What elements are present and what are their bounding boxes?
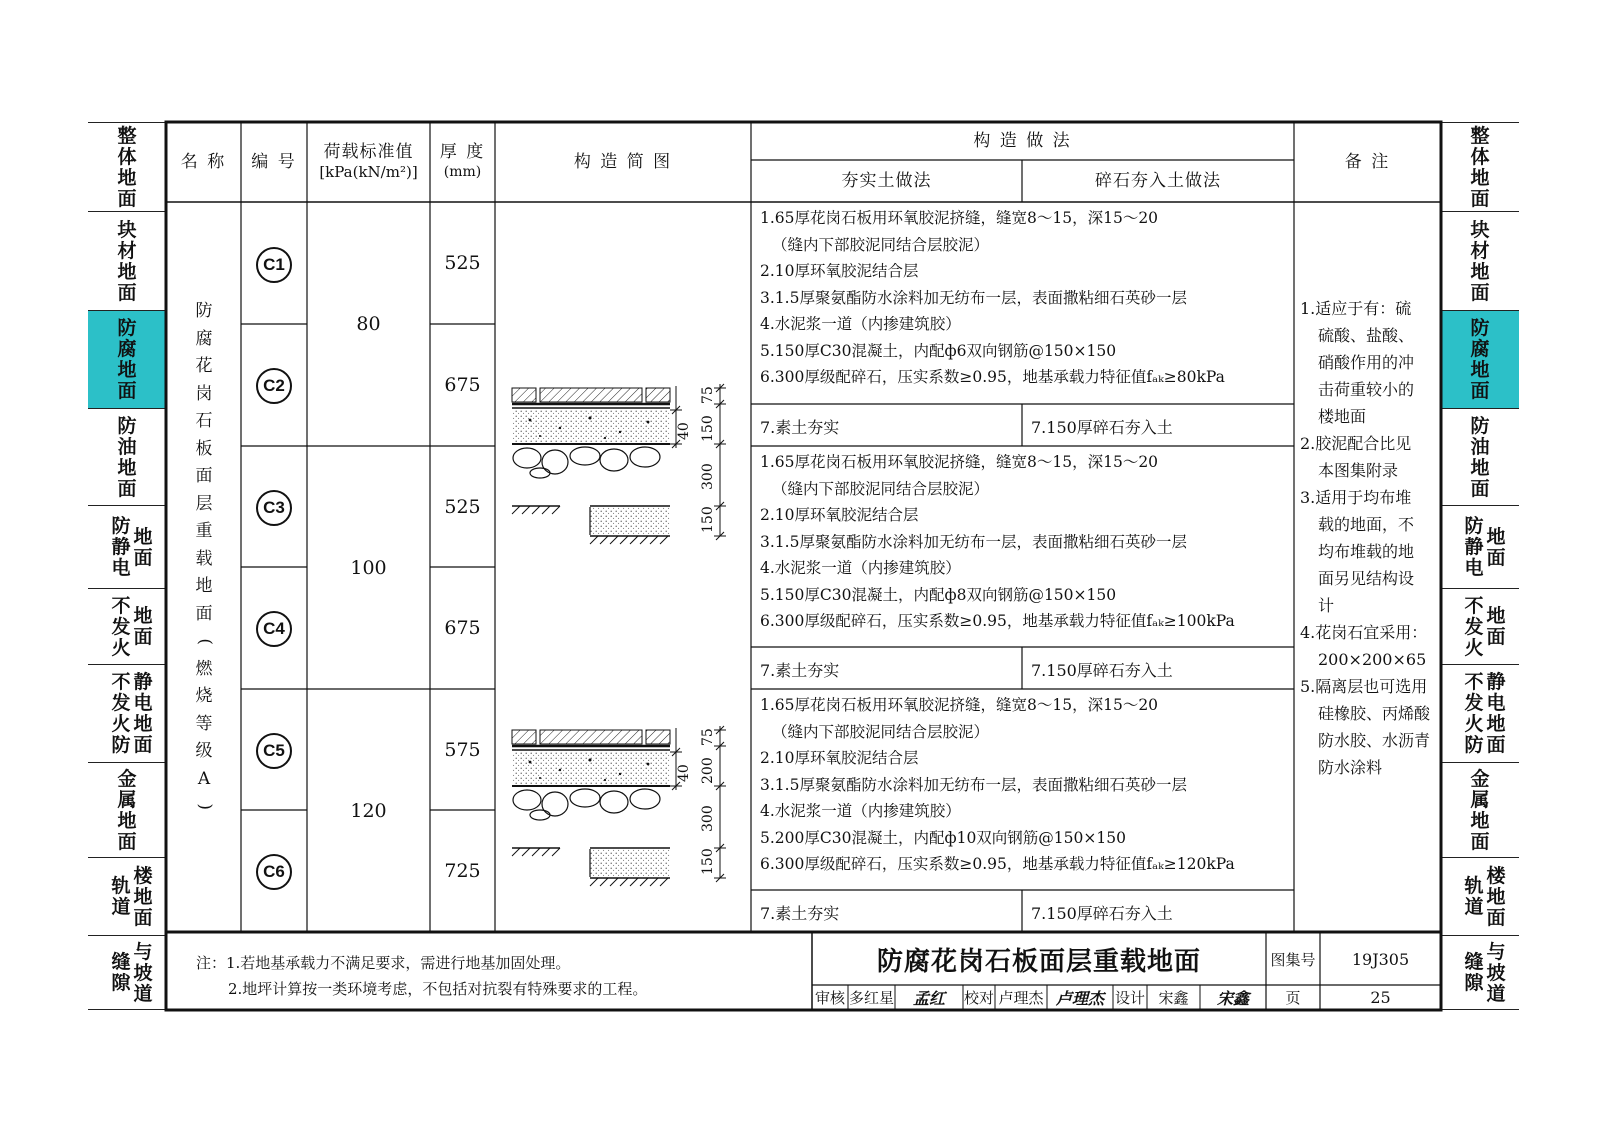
remark-line: 防水胶、水沥青 bbox=[1318, 731, 1431, 750]
soil-compact-2: 7.素土夯实 bbox=[760, 661, 840, 680]
remark-line: 硝酸作用的冲 bbox=[1318, 353, 1415, 372]
step-line: 6.300厚级配碎石，压实系数≥0.95，地基承载力特征值fₐₖ≥120kPa bbox=[760, 855, 1235, 873]
designer-signature: 宋鑫 bbox=[1216, 989, 1249, 1008]
side-tab-label-b: 与 坡 道 bbox=[133, 940, 153, 1005]
step-line: 3.1.5厚聚氨酯防水涂料加无纺布一层，表面撒粘细石英砂一层 bbox=[760, 288, 1187, 307]
remark-line: 面另见结构设 bbox=[1318, 569, 1415, 588]
step-line: 6.300厚级配碎石，压实系数≥0.95，地基承载力特征值fₐₖ≥100kPa bbox=[760, 612, 1235, 630]
side-tab-label: 整 体 地 面 bbox=[117, 125, 137, 210]
header-remarks: 备 注 bbox=[1344, 152, 1391, 172]
reviewer-signature: 孟红 bbox=[912, 989, 945, 1008]
floor-name-char: 烧 bbox=[195, 686, 213, 706]
side-tab-label-b: 楼 地 面 bbox=[133, 864, 153, 929]
review-label: 审核 bbox=[814, 989, 845, 1007]
steps-group-1 bbox=[760, 205, 1225, 391]
floor-name-char: 板 bbox=[195, 438, 213, 459]
step-line: 6.300厚级配碎石，压实系数≥0.95，地基承载力特征值fₐₖ≥80kPa bbox=[760, 368, 1225, 386]
thickness-c6: 725 bbox=[444, 860, 481, 882]
floor-name-char: 花 bbox=[195, 356, 213, 376]
checker-signature: 卢理杰 bbox=[1055, 989, 1104, 1008]
remark-line: 本图集附录 bbox=[1318, 461, 1399, 480]
step-line: 2.10厚环氧胶泥结合层 bbox=[760, 506, 919, 524]
floor-name-char: 石 bbox=[195, 411, 213, 431]
dim-top-150b: 150 bbox=[700, 506, 716, 533]
thickness-c1: 525 bbox=[444, 252, 481, 274]
designer-name: 宋鑫 bbox=[1158, 989, 1189, 1007]
header-diagram: 构 造 简 图 bbox=[573, 152, 673, 172]
side-tab-label-b: 楼 地 面 bbox=[1486, 864, 1506, 929]
side-tab-label: 防 腐 地 面 bbox=[117, 317, 137, 402]
remark-line: 2.胶泥配合比见 bbox=[1300, 434, 1412, 453]
side-tab-label-b: 地 面 bbox=[133, 525, 153, 569]
side-tab-label: 块 材 地 面 bbox=[117, 218, 137, 304]
notes bbox=[196, 950, 647, 1002]
side-tab-label-b: 静 电 地 面 bbox=[1486, 671, 1506, 756]
side-tab-label: 防 腐 地 面 bbox=[1470, 317, 1490, 402]
remark-line: 硅橡胶、丙烯酸 bbox=[1318, 704, 1431, 723]
floor-name-char: ) bbox=[194, 803, 215, 811]
side-tab-label-a: 缝 隙 bbox=[1464, 951, 1484, 994]
soil-compact-3: 7.素土夯实 bbox=[760, 904, 840, 923]
header-thickness-line2: (mm) bbox=[443, 164, 482, 180]
floor-name-char: ( bbox=[194, 638, 215, 646]
step-line: 1.65厚花岗石板用环氧胶泥挤缝，缝宽8～15，深15～20 bbox=[760, 453, 1159, 471]
dim-top-75: 75 bbox=[700, 386, 716, 404]
remark-line: 载的地面，不 bbox=[1318, 515, 1415, 534]
step-line: 3.1.5厚聚氨酯防水涂料加无纺布一层，表面撒粘细石英砂一层 bbox=[760, 775, 1187, 794]
side-tab-label-a: 缝 隙 bbox=[111, 951, 131, 994]
remark-line: 计 bbox=[1318, 596, 1335, 615]
side-tab-label: 整 体 地 面 bbox=[1470, 125, 1490, 210]
remark-line: 200×200×65 bbox=[1318, 650, 1427, 669]
remarks bbox=[1300, 295, 1440, 781]
side-tab-label-a: 防 静 电 bbox=[1464, 515, 1484, 579]
steps-group-3 bbox=[760, 692, 1235, 878]
side-tab-label-a: 不 发 火 bbox=[111, 594, 131, 659]
dim-bot-40: 40 bbox=[676, 764, 692, 782]
header-method-gravel: 碎石夯入土做法 bbox=[1095, 171, 1221, 191]
header-load-line2: [kPa(kN/m²)] bbox=[319, 163, 418, 181]
page-number: 25 bbox=[1370, 988, 1391, 1007]
thickness-c2: 675 bbox=[444, 374, 481, 396]
dim-top-150a: 150 bbox=[700, 415, 716, 442]
side-tab-label-b: 地 面 bbox=[1486, 605, 1506, 648]
side-tab-label-b: 地 面 bbox=[133, 605, 153, 648]
step-line: 1.65厚花岗石板用环氧胶泥挤缝，缝宽8～15，深15～20 bbox=[760, 696, 1159, 714]
soil-gravel-3: 7.150厚碎石夯入土 bbox=[1031, 904, 1173, 923]
side-tab-label-a: 不 发 火 bbox=[1464, 594, 1484, 659]
thickness-c5: 575 bbox=[444, 738, 481, 761]
thickness-c4: 675 bbox=[444, 617, 481, 639]
thickness-c3: 525 bbox=[444, 495, 481, 518]
remark-line: 4.花岗石宜采用： bbox=[1300, 623, 1428, 642]
header-name: 名 称 bbox=[180, 152, 227, 172]
load-120: 120 bbox=[350, 799, 387, 822]
floor-name-char: 面 bbox=[195, 603, 213, 624]
step-line: 2.10厚环氧胶泥结合层 bbox=[760, 749, 919, 767]
step-line: 5.150厚C30混凝土，内配ф8双向钢筋@150×150 bbox=[760, 585, 1117, 604]
note-line-2: 2.地坪计算按一类环境考虑，不包括对抗裂有特殊要求的工程。 bbox=[228, 980, 648, 998]
header-method-compact: 夯实土做法 bbox=[841, 171, 932, 191]
dim-bot-200: 200 bbox=[700, 757, 716, 784]
remark-line: 楼地面 bbox=[1318, 407, 1367, 426]
step-line: （缝内下部胶泥同结合层胶泥） bbox=[772, 722, 990, 741]
code-c6: C6 bbox=[256, 854, 292, 890]
code-c4: C4 bbox=[256, 611, 292, 647]
side-tab-label: 防 油 地 面 bbox=[117, 414, 137, 500]
side-tab-label: 块 材 地 面 bbox=[1470, 218, 1490, 304]
side-tab-label-a: 轨 道 bbox=[1464, 875, 1484, 918]
floor-name-char: A bbox=[197, 768, 211, 789]
side-tab-label: 金 属 地 面 bbox=[117, 767, 137, 853]
side-tab-label-a: 不 发 火 防 bbox=[111, 671, 131, 756]
side-tab-label-a: 轨 道 bbox=[111, 875, 131, 918]
step-line: 5.200厚C30混凝土，内配ф10双向钢筋@150×150 bbox=[760, 828, 1126, 847]
side-tab-label-b: 静 电 地 面 bbox=[133, 671, 153, 756]
step-line: （缝内下部胶泥同结合层胶泥） bbox=[772, 235, 990, 254]
floor-name-char: 腐 bbox=[195, 328, 213, 349]
remark-line: 硫酸、盐酸、 bbox=[1318, 326, 1415, 345]
dim-bot-75: 75 bbox=[700, 728, 716, 746]
code-c2: C2 bbox=[256, 368, 292, 404]
remark-line: 防水涂料 bbox=[1318, 758, 1383, 777]
design-label: 设计 bbox=[1114, 989, 1145, 1007]
floor-name-char: 地 bbox=[195, 576, 213, 596]
soil-gravel-1: 7.150厚碎石夯入土 bbox=[1031, 418, 1173, 437]
header-load bbox=[307, 122, 430, 202]
dim-bot-300: 300 bbox=[700, 805, 716, 832]
floor-name-char: 燃 bbox=[195, 658, 213, 679]
code-c1: C1 bbox=[256, 247, 292, 283]
step-line: 4.水泥浆一道（内掺建筑胶） bbox=[760, 559, 961, 577]
header-thickness-line1: 厚 度 bbox=[439, 142, 486, 162]
floor-name-char: 级 bbox=[195, 741, 213, 761]
load-100: 100 bbox=[350, 556, 387, 579]
note-line-1: 注：1.若地基承载力不满足要求，需进行地基加固处理。 bbox=[196, 954, 571, 972]
side-tab-label: 金 属 地 面 bbox=[1470, 767, 1490, 853]
floor-name-char: 面 bbox=[195, 466, 213, 486]
reviewer-name: 多红星 bbox=[848, 989, 894, 1007]
remark-line: 5.隔离层也可选用 bbox=[1300, 677, 1428, 696]
header-code: 编 号 bbox=[251, 152, 297, 172]
atlas-label: 图集号 bbox=[1270, 951, 1316, 969]
dim-top-300: 300 bbox=[700, 463, 716, 490]
atlas-number: 19J305 bbox=[1351, 950, 1410, 969]
floor-name-char: 等 bbox=[195, 713, 213, 734]
side-tab-label-a: 不 发 火 防 bbox=[1464, 671, 1484, 756]
floor-name-char: 层 bbox=[195, 493, 213, 514]
soil-compact-1: 7.素土夯实 bbox=[760, 418, 840, 437]
floor-name bbox=[190, 298, 218, 821]
floor-name-char: 岗 bbox=[195, 383, 213, 404]
floor-name-char: 载 bbox=[195, 548, 213, 569]
code-c3: C3 bbox=[256, 490, 292, 526]
load-80: 80 bbox=[356, 313, 381, 335]
header-thickness bbox=[430, 122, 495, 202]
soil-gravel-2: 7.150厚碎石夯入土 bbox=[1031, 661, 1173, 680]
side-tab-label: 防 油 地 面 bbox=[1470, 414, 1490, 500]
checker-name: 卢理杰 bbox=[998, 989, 1044, 1007]
step-line: 5.150厚C30混凝土，内配ф6双向钢筋@150×150 bbox=[760, 341, 1117, 360]
step-line: 2.10厚环氧胶泥结合层 bbox=[760, 262, 919, 280]
step-line: 1.65厚花岗石板用环氧胶泥挤缝，缝宽8～15，深15～20 bbox=[760, 209, 1159, 227]
step-line: 4.水泥浆一道（内掺建筑胶） bbox=[760, 802, 961, 820]
floor-name-char: 防 bbox=[195, 301, 213, 321]
check-label: 校对 bbox=[963, 989, 994, 1007]
dim-top-40: 40 bbox=[676, 422, 692, 440]
remark-line: 1.适应于有：硫 bbox=[1300, 299, 1412, 318]
step-line: 4.水泥浆一道（内掺建筑胶） bbox=[760, 315, 961, 333]
steps-group-2 bbox=[760, 449, 1235, 635]
side-tab-label-a: 防 静 电 bbox=[111, 515, 131, 579]
remark-line: 均布堆载的地 bbox=[1318, 542, 1415, 561]
floor-name-char: 重 bbox=[195, 521, 213, 541]
page-label: 页 bbox=[1285, 989, 1301, 1007]
code-c5: C5 bbox=[256, 733, 292, 769]
remark-line: 击荷重较小的 bbox=[1318, 380, 1415, 399]
step-line: （缝内下部胶泥同结合层胶泥） bbox=[772, 479, 990, 498]
step-line: 3.1.5厚聚氨酯防水涂料加无纺布一层，表面撒粘细石英砂一层 bbox=[760, 532, 1187, 551]
side-tab-label-b: 地 面 bbox=[1486, 525, 1506, 569]
header-load-line1: 荷载标准值 bbox=[323, 142, 414, 162]
header-method: 构 造 做 法 bbox=[973, 131, 1072, 151]
drawing-title: 防腐花岗石板面层重载地面 bbox=[876, 947, 1201, 977]
side-tab-label-b: 与 坡 道 bbox=[1486, 940, 1506, 1005]
remark-line: 3.适用于均布堆 bbox=[1300, 488, 1412, 507]
dim-bot-150: 150 bbox=[700, 848, 716, 875]
